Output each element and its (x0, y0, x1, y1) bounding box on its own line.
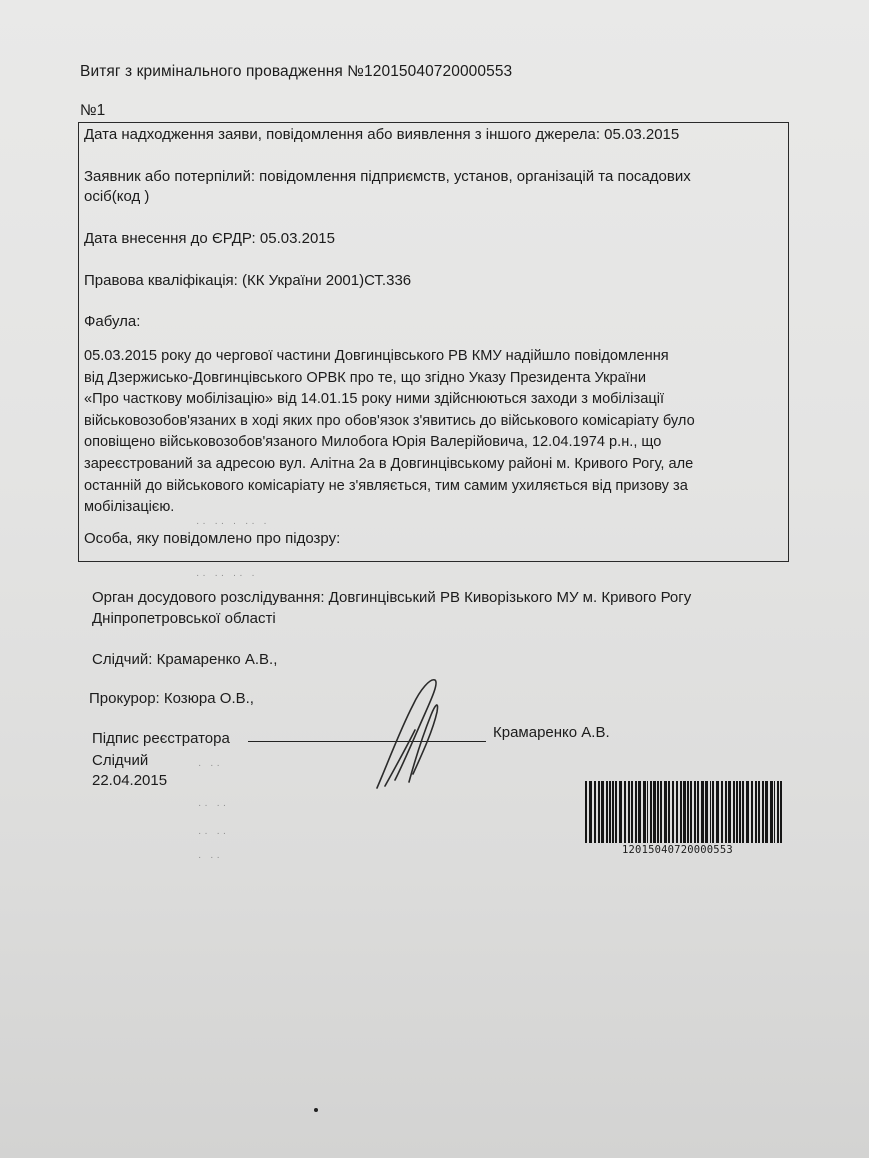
barcode-bar (777, 781, 779, 843)
barcode-bar (680, 781, 682, 843)
barcode-bar (664, 781, 667, 843)
suspect-label: Особа, яку повідомлено про підозру: (84, 530, 341, 547)
barcode-bar (780, 781, 782, 843)
barcode-bar (638, 781, 641, 843)
fabula-label: Фабула: (84, 313, 141, 330)
barcode-bar (589, 781, 592, 843)
barcode (584, 781, 784, 843)
fabula-line: 05.03.2015 року до чергової частини Довгинцівського РВ КМУ надійшло повідомлення (84, 348, 669, 364)
sign-date: 22.04.2015 (92, 772, 168, 789)
barcode-bar (672, 781, 674, 843)
barcode-bar (733, 781, 735, 843)
faded-mark: ·· ·· · ·· · (196, 518, 270, 529)
fabula-line: останній до військового комісаріату не з'являється, тим самим ухиляється від призову за (84, 477, 688, 494)
barcode-bar (598, 781, 600, 843)
fabula-line: мобілізацією. (84, 499, 175, 516)
barcode-bar (628, 781, 630, 843)
barcode-bar (676, 781, 678, 843)
barcode-bar (725, 781, 727, 843)
barcode-bar (594, 781, 596, 843)
barcode-bar (609, 781, 611, 843)
barcode-bar (643, 781, 646, 843)
signature-label: Підпис реєстратора (92, 730, 230, 747)
signature-name: Крамаренко А.В. (493, 724, 610, 741)
barcode-bar (635, 781, 637, 843)
barcode-bar (746, 781, 749, 843)
barcode-bar (683, 781, 686, 843)
barcode-bar (612, 781, 614, 843)
barcode-bar (606, 781, 608, 843)
barcode-number: 12015040720000553 (622, 844, 733, 856)
barcode-bar (624, 781, 626, 843)
barcode-bar (690, 781, 692, 843)
barcode-bar (585, 781, 587, 843)
barcode-bar (762, 781, 764, 843)
barcode-bar (770, 781, 773, 843)
investigator: Слідчий: Крамаренко А.В., (92, 651, 278, 668)
applicant-line-1: Заявник або потерпілий: повідомлення підприємств, установ, організацій та посадових (84, 168, 691, 185)
prosecutor: Прокурор: Козюра О.В., (89, 690, 254, 707)
barcode-bar (705, 781, 708, 843)
fabula-line: оповіщено військовозобов'язаного Милобога Юрія Валерійовича, 12.04.1974 р.н., що (84, 434, 662, 451)
faded-mark: · ·· (198, 852, 223, 863)
document-title: Витяг з кримінального провадження №12015040720000553 (80, 63, 513, 80)
investigation-body-line: Орган досудового розслідування: Довгинцівський РВ Киворізького МУ м. Кривого Рогу (92, 589, 692, 606)
fabula-line: «Про часткову мобілізацію» від 14.01.15 року ними здійснюються заходи з мобілізації (84, 391, 665, 408)
barcode-bar (774, 781, 775, 843)
barcode-bar (712, 781, 714, 843)
barcode-bar (650, 781, 652, 843)
barcode-bar (615, 781, 617, 843)
barcode-bar (701, 781, 704, 843)
fabula-text (84, 346, 784, 519)
barcode-bar (631, 781, 633, 843)
barcode-bar (721, 781, 723, 843)
fabula-line: від Дзержисько-Довгинцівського ОРВК про те, що згідно Указу Президента України (84, 369, 647, 386)
barcode-bar (697, 781, 699, 843)
barcode-bar (694, 781, 696, 843)
faded-mark: ·· ·· (198, 800, 230, 811)
date-received: Дата надходження заяви, повідомлення або виявлення з іншого джерела: 05.03.2015 (84, 126, 680, 143)
barcode-bar (742, 781, 744, 843)
fabula-line: військовозобов'язаних в ході яких про обов'язок з'явитись до військового комісаріату було (84, 412, 695, 429)
barcode-bar (601, 781, 604, 843)
barcode-bar (653, 781, 656, 843)
faded-mark: ·· ·· ·· · (196, 570, 258, 581)
barcode-bar (751, 781, 753, 843)
handwritten-signature (365, 670, 455, 795)
barcode-bar (736, 781, 738, 843)
barcode-bar (660, 781, 662, 843)
barcode-bar (755, 781, 757, 843)
barcode-bar (765, 781, 768, 843)
record-number: №1 (80, 102, 106, 119)
faded-mark: ·· ·· (198, 828, 230, 839)
barcode-bar (716, 781, 719, 843)
faded-mark: · ·· (198, 760, 223, 771)
ink-dot (314, 1108, 318, 1112)
barcode-bar (619, 781, 622, 843)
date-erdr: Дата внесення до ЄРДР: 05.03.2015 (84, 230, 335, 247)
barcode-bar (647, 781, 648, 843)
fabula-line: зареєстрований за адресою вул. Алітна 2а в Довгинцівському районі м. Кривого Рогу, але (84, 455, 694, 472)
barcode-bar (657, 781, 659, 843)
barcode-bar (710, 781, 711, 843)
barcode-bar (739, 781, 741, 843)
investigation-body-line: Дніпропетровської області (92, 610, 276, 627)
signer-role: Слідчий (92, 752, 149, 769)
applicant-line-2: осіб(код ) (84, 188, 150, 205)
barcode-bar (728, 781, 731, 843)
legal-qualification: Правова кваліфікація: (КК України 2001)СТ.336 (84, 272, 412, 289)
barcode-bar (668, 781, 670, 843)
investigation-body (92, 587, 691, 629)
barcode-bar (687, 781, 689, 843)
barcode-bar (758, 781, 760, 843)
